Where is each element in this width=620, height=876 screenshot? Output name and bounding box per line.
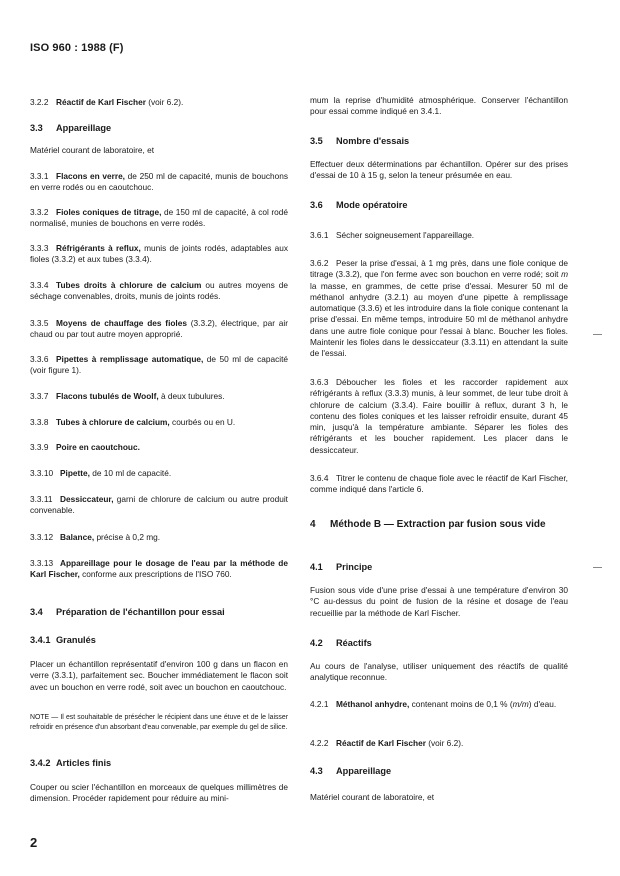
para-4-3 (310, 792, 568, 803)
clause-3-3-9 (30, 442, 288, 453)
paragraph-text: Matériel courant de laboratoire, et (30, 145, 155, 155)
paragraph-text: Fusion sous vide d'une prise d'essai à une température d'environ 30 °C au-dessus du point de fusion de la résine et dosage de l'eau recueillie par la méthode de Karl Fischer. (310, 585, 568, 618)
clause-text: Sécher soigneusement l'appareillage. (336, 230, 475, 240)
clause-3-3-8 (30, 417, 288, 428)
clause-number: 3.3.3 (30, 243, 49, 253)
clause-4-2-1 (310, 699, 568, 710)
clause-label: Pipette, (60, 468, 90, 478)
clause-label: Balance, (60, 532, 95, 542)
mass-symbol: m (561, 269, 568, 280)
clause-number: 3.3.13 (30, 558, 54, 568)
para-3-4-1 (30, 659, 288, 693)
heading-3-5 (310, 136, 568, 147)
para-3-4-2 (30, 782, 288, 805)
clause-text: à deux tubulures. (158, 391, 225, 401)
clause-text: contenant moins de 0,1 % ( (409, 699, 513, 709)
heading-number: 3.4.2 (30, 758, 51, 768)
clause-number: 3.3.7 (30, 391, 49, 401)
clause-text: (voir 6.2). (145, 97, 184, 107)
clause-3-6-4 (310, 473, 568, 496)
clause-3-3-11 (30, 494, 288, 517)
heading-number: 3.6 (310, 200, 323, 210)
clause-number: 3.3.12 (30, 532, 54, 542)
heading-title: Granulés (56, 635, 96, 645)
clause-3-3-5 (30, 318, 288, 341)
heading-title: Appareillage (56, 123, 112, 133)
clause-3-3-10 (30, 468, 288, 479)
heading-number: 4.3 (310, 766, 323, 776)
heading-title: Appareillage (336, 766, 392, 776)
clause-label: Poire en caoutchouc. (56, 442, 140, 452)
paragraph-text: Couper ou scier l'échantillon en morceaux de quelques millimètres de dimension. Procéder rapidement pour réduire au mini- (30, 782, 288, 804)
heading-4-3 (310, 766, 568, 777)
clause-3-3-13 (30, 558, 288, 581)
margin-mark (593, 334, 602, 335)
heading-4-1 (310, 562, 568, 573)
clause-number: 3.3.10 (30, 468, 54, 478)
clause-3-2-2 (30, 97, 288, 108)
paragraph-text: Au cours de l'analyse, utiliser uniquement des réactifs de qualité analytique reconnue. (310, 661, 568, 683)
clause-number: 4.2.2 (310, 738, 329, 748)
clause-text: ou autres moyens de séchage convenables, droits, munis de joints rodés. (30, 280, 289, 302)
clause-number: 3.3.4 (30, 280, 49, 290)
clause-text: Peser la prise d'essai, à 1 mg près, dans une fiole conique de titrage (3.3.2), que l'on ferme avec son bouchon en verre rodé; soit (310, 258, 568, 280)
clause-3-6-2 (310, 258, 568, 360)
clause-label: Pipettes à remplissage automatique, (56, 354, 204, 364)
clause-text: Titrer le contenu de chaque fiole avec le réactif de Karl Fischer, comme indiqué dans l'article 6. (310, 473, 568, 495)
clause-3-3-1 (30, 171, 288, 194)
clause-3-3-3 (30, 243, 288, 266)
clause-text-continued: ) d'eau. (528, 699, 557, 709)
clause-label: Fioles coniques de titrage, (56, 207, 162, 217)
mass-fraction-symbol: m/m (512, 699, 529, 709)
clause-text: de 250 ml de capacité, munis de bouchons en verre rodés ou en caoutchouc. (30, 171, 288, 193)
heading-number: 3.4.1 (30, 635, 51, 645)
para-3-3 (30, 145, 288, 156)
clause-3-3-2 (30, 207, 288, 230)
clause-3-3-12 (30, 532, 288, 543)
clause-label: Réfrigérants à reflux, (56, 243, 141, 253)
clause-number: 3.3.2 (30, 207, 49, 217)
clause-number: 4.2.1 (310, 699, 329, 709)
paragraph-text: Placer un échantillon représentatif d'environ 100 g dans un flacon en verre (3.3.1), parfaitement sec. Boucher immédiatement le flacon soit avec un bouchon en verre rodé, soit avec un bouchon en caoutchouc. (30, 659, 288, 692)
heading-3-3 (30, 123, 288, 134)
document-header: ISO 960 : 1988 (F) (30, 42, 124, 54)
clause-text: précise à 0,2 mg. (94, 532, 161, 542)
para-3-5 (310, 159, 568, 182)
clause-3-6-3 (310, 377, 568, 456)
heading-3-6 (310, 200, 568, 211)
clause-number: 3.3.9 (30, 442, 49, 452)
heading-number: 4 (310, 519, 316, 530)
clause-number: 3.3.1 (30, 171, 49, 181)
clause-label: Tubes à chlorure de calcium, (56, 417, 170, 427)
clause-number: 3.3.6 (30, 354, 49, 364)
heading-title: Méthode B — Extraction par fusion sous vide (330, 519, 546, 530)
clause-3-3-7 (30, 391, 288, 402)
heading-title: Nombre d'essais (336, 136, 410, 146)
clause-label: Tubes droits à chlorure de calcium (56, 280, 202, 290)
heading-3-4-1 (30, 635, 288, 646)
clause-3-3-6 (30, 354, 288, 377)
clause-number: 3.6.1 (310, 230, 329, 240)
clause-label: Méthanol anhydre, (336, 699, 410, 709)
clause-3-6-1 (310, 230, 568, 241)
clause-label: Réactif de Karl Fischer (56, 97, 146, 107)
clause-text: de 10 ml de capacité. (89, 468, 172, 478)
paragraph-text: Effectuer deux déterminations par échantillon. Opérer sur des prises d'essai de 10 à 15 g, selon la teneur présumée en eau. (310, 159, 568, 181)
paragraph-text: Matériel courant de laboratoire, et (310, 792, 435, 802)
clause-number: 3.6.3 (310, 377, 329, 387)
heading-title: Mode opératoire (336, 200, 408, 210)
page-number: 2 (30, 835, 38, 850)
clause-text: courbés ou en U. (169, 417, 236, 427)
heading-number: 3.3 (30, 123, 43, 133)
clause-4-2-2 (310, 738, 568, 749)
clause-text: conforme aux prescriptions de l'ISO 760. (79, 569, 232, 580)
paragraph-text: mum la reprise d'humidité atmosphérique. Conserver l'échantillon pour essai comme indiqué en 3.4.1. (310, 95, 568, 117)
clause-number: 3.2.2 (30, 97, 49, 107)
clause-text: garni de chlorure de calcium ou autre produit convenable. (30, 494, 288, 516)
heading-4-2 (310, 638, 568, 649)
clause-label: Appareillage pour le dosage de l'eau par la méthode de Karl Fischer, (30, 558, 288, 580)
para-continuation (310, 95, 568, 118)
clause-text: Déboucher les fioles et les raccorder rapidement aux réfrigérants à reflux (3.3.3) munis, à leur sommet, de leur tube droit à chlorure de calcium (3.3.4). Faire bouillir à reflux, durant 3 h, le contenu des fioles coniques et les laisser refroidir ensuite, durant 45 min, jusqu'à la température ambiante. Séparer les fioles des réfrigérants et les boucher rapidement. Les placer dans le dessiccateur. (310, 377, 568, 455)
clause-label: Flacons en verre, (56, 171, 125, 181)
heading-title: Préparation de l'échantillon pour essai (56, 607, 225, 617)
clause-number: 3.3.11 (30, 494, 53, 504)
clause-number: 3.6.4 (310, 473, 329, 483)
clause-label: Moyens de chauffage des fioles (56, 318, 187, 328)
heading-3-4-2 (30, 758, 288, 769)
heading-number: 3.4 (30, 607, 43, 617)
clause-text: de 150 ml de capacité, à col rodé normalisé, munies de bouchons en verre rodés. (30, 207, 289, 229)
clause-3-3-4 (30, 280, 288, 303)
clause-label: Réactif de Karl Fischer (336, 738, 426, 748)
clause-number: 3.6.2 (310, 258, 329, 268)
clause-label: Flacons tubulés de Woolf, (56, 391, 159, 401)
heading-title: Réactifs (336, 638, 372, 648)
clause-text: (3.3.2), électrique, par air chaud ou par tout autre moyen approprié. (30, 318, 289, 340)
clause-label: Dessiccateur, (60, 494, 114, 504)
heading-number: 4.1 (310, 562, 323, 572)
clause-text: de 50 ml de capacité (voir figure 1). (30, 354, 289, 376)
clause-text: munis de joints rodés, adaptables aux fioles (3.3.2) et aux tubes (3.3.4). (30, 243, 288, 265)
clause-text: (voir 6.2). (425, 738, 464, 748)
heading-3-4 (30, 607, 288, 618)
heading-number: 4.2 (310, 638, 323, 648)
clause-text-continued: la masse, en grammes, de cette prise d'essai. Mesurer 50 ml de méthanol anhydre (3.2.1) au moyen d'une pipette à remplissage automatique (3.3.6) et les introduire dans la fiole conique contenant la prise d'essai. En même temps, introduire 50 ml de méthanol anhydre dans une autre fiole conique pour l'essai à blanc. Boucher les fioles. Maintenir les fioles dans le dessiccateur (3.3.11) en attendant la suite de l'essai. (310, 280, 568, 359)
heading-title: Principe (336, 562, 373, 572)
para-4-2 (310, 661, 568, 684)
heading-4 (310, 518, 568, 531)
heading-number: 3.5 (310, 136, 323, 146)
note-text: NOTE — Il est souhaitable de présécher le récipient dans une étuve et de le laisser refroidir en présence d'un absorbant d'eau convenable, par exemple du gel de silice. (30, 714, 288, 731)
margin-mark (593, 567, 602, 568)
heading-title: Articles finis (56, 758, 112, 768)
para-4-1 (310, 585, 568, 619)
clause-number: 3.3.5 (30, 318, 49, 328)
note (30, 713, 288, 732)
clause-number: 3.3.8 (30, 417, 49, 427)
